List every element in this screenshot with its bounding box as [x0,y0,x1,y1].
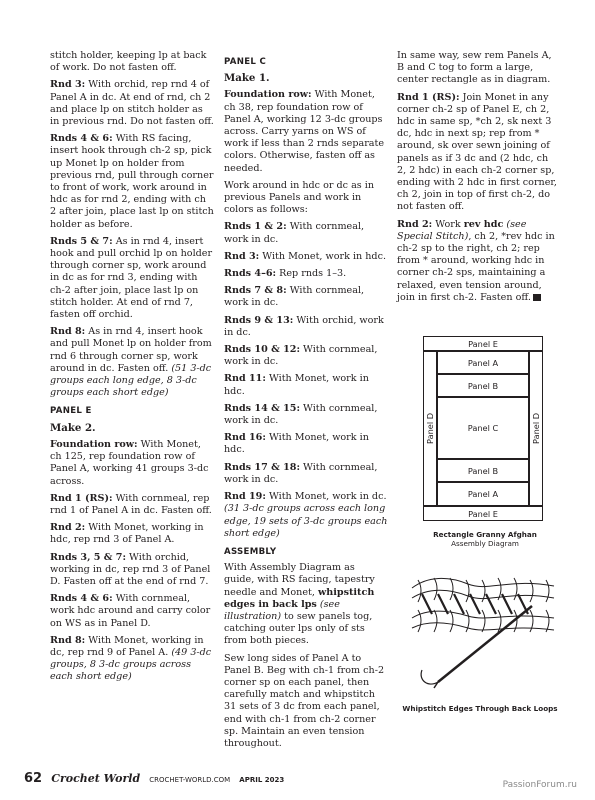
round-label: Foundation row: [50,438,138,450]
round-label: Rnd 2: [50,522,86,534]
round-label: Rnd 11: [224,373,266,385]
instruction-text: With Monet, working in dc, rep rnd 9 of Panel A. [50,634,204,658]
text-column-3 [397,50,557,309]
round-label: Rnds 5 & 7: [50,235,113,247]
panel-d-left: Panel D [423,351,437,506]
panel-d-right: Panel D [529,351,543,506]
round-label: Rnds 9 & 13: [224,314,294,326]
instruction-paragraph [50,522,215,546]
page-footer [24,767,284,786]
note-text: (31 3-dc groups across each long edge, 19 sets of 3-dc groups each short edge) [224,503,388,539]
round-label: Rnds 4 & 6: [50,593,113,605]
instruction-paragraph [224,285,388,309]
section-heading: ASSEMBLY [224,546,277,557]
instruction-text: With Monet, work in hdc. [224,373,369,397]
instruction-paragraph [50,50,215,74]
round-label: Rnd 2: [397,218,433,230]
instruction-text: With Monet, work in dc. [265,491,387,503]
instruction-paragraph [224,315,388,339]
round-label: Rnds 1 & 2: [224,221,287,233]
instruction-paragraph [50,439,215,488]
instruction-text: With cornmeal, rep rnd 1 of Panel A in dc. Fasten off. [50,492,212,516]
round-label: Rnds 7 & 8: [224,285,287,297]
issue-date: APRIL 2023 [239,776,285,784]
panel-b-bottom: Panel B [437,459,529,482]
instruction-text: Join Monet in any corner ch-2 sp of Panel E, ch 2, hdc in same sp, *ch 2, sk next 3 dc, hdc in next sp; rep from * around, sk over sewn joining of panels as if 3 dc and (2 hdc, ch 2, 2 hdc) in each ch-2 corner sp, ending with 2 hdc in first corner, ch 2, join in top of first ch-2, do not fasten off. [397,91,557,213]
instruction-paragraph [224,653,388,751]
note-text: (49 3-dc groups, 8 3-dc groups across each short edge) [50,646,212,683]
magazine-name: Crochet World [51,772,141,785]
instruction-text: Work around in hdc or dc as in previous Panels and work in colors as follows: [224,179,375,216]
instruction-paragraph [50,593,215,630]
instruction-paragraph [397,92,557,214]
round-label: Rnd 3: [224,250,260,262]
instruction-paragraph [224,89,388,174]
instruction-paragraph [50,236,215,321]
whipstitch-illustration [408,570,558,695]
instruction-text: Work [432,218,464,230]
note-text: (see Special Stitch) [397,218,527,242]
emphasis-text: rev hdc [463,218,504,230]
round-label: Rnds 4–6: [224,268,277,280]
round-label: Rnd 19: [224,491,266,503]
instruction-text: With Monet, working in hdc, rep rnd 3 of Panel A. [50,522,204,546]
instruction-text: With cornmeal, work in dc. [224,461,378,485]
instruction-paragraph [397,50,557,87]
instruction-text: With cornmeal, work in dc. [224,221,365,245]
section-heading: PANEL C [224,57,267,67]
instruction-text: As in rnd 4, insert hook and pull Monet lp on holder from rnd 6 through corner sp, work around in dc. Fasten off. [50,326,212,374]
instruction-text: With Monet, ch 125, rep foundation row of Panel A, working 41 groups 3-dc across. [50,438,209,487]
instruction-text: to sew panels tog, catching outer lps only of sts from both pieces. [224,610,373,647]
instruction-text: , ch 2, *rev hdc in ch-2 sp to the right, ch 2; rep from * around, working hdc in corner ch-2 sps, maintaining a relaxed, even tension around, join in first ch-2. Fasten off. [397,230,555,303]
instruction-text: With Monet, ch 38, rep foundation row of Panel A, working 12 3-dc groups across. Carry yarns on WS of work if less than 2 rnds separate colors. Otherwise, fasten off as needed. [224,89,385,174]
instruction-text: With cornmeal, work in dc. [224,285,365,309]
end-mark-icon [533,294,541,301]
instruction-paragraph [224,221,388,245]
instruction-text: As in rnd 4, insert hook and pull orchid lp on holder through corner sp, work around in dc as for rnd 3, ending with ch-2 after join, place last lp on stitch holder. At end of rnd 7, fasten off orchid. [50,235,213,321]
instruction-text: With cornmeal, work hdc around and carry color on WS as in Panel D. [50,593,211,629]
instruction-paragraph [50,552,215,589]
panel-a-top: Panel A [437,351,529,374]
instruction-paragraph [224,180,388,217]
round-label: Rnd 16: [224,432,266,444]
round-label: Rnds 10 & 12: [224,344,300,356]
instruction-text: With RS facing, insert hook through ch-2 sp, pick up Monet lp on holder from previous rnd, pull through corner to front of work, work around in hdc as for rnd 2, ending with ch 2 after join, place last lp on stitch holder as before. [50,133,214,230]
note-text: (see illustration) [224,598,340,622]
instruction-text: With Monet, work in hdc. [259,250,386,262]
watermark: PassionForum.ru [502,780,577,790]
instruction-paragraph [50,326,215,399]
instruction-text: Sew long sides of Panel A to Panel B. Beg with ch-1 from ch-2 corner sp on each panel, then carefully match and whipstitch 31 sets of 3 dc from each panel, end with ch-1 from ch-2 corner sp. Maintain an even tension throughout. [224,652,385,749]
round-label: Rnds 17 & 18: [224,461,300,473]
diagram-caption [405,530,565,548]
text-column-1 [50,50,215,689]
round-label: Rnds 3, 5 & 7: [50,551,126,563]
page-number: 62 [24,771,43,786]
panel-a-bottom: Panel A [437,482,529,506]
instruction-paragraph [224,491,388,540]
instruction-text: With Monet, work in hdc. [224,432,369,456]
text-column-2 [224,50,388,755]
note-text: (51 3-dc groups each long edge, 8 3-dc groups each short edge) [50,362,212,399]
diagram-title: Rectangle Granny Afghan [433,530,537,539]
instruction-text: With orchid, work in dc. [224,314,384,338]
instruction-paragraph [224,373,388,397]
instruction-text: stitch holder, keeping lp at back of work. Do not fasten off. [50,50,207,74]
instruction-paragraph [224,562,388,647]
round-label: Rnd 8: [50,634,86,646]
make-count: Make 2. [50,421,96,434]
emphasis-text: whipstitch edges in back lps [224,586,375,610]
instruction-text: With cornmeal, work in dc. [224,344,378,368]
round-label: Foundation row: [224,89,312,101]
instruction-paragraph [397,219,557,304]
assembly-diagram [413,336,563,521]
instruction-paragraph [224,462,388,486]
instruction-paragraph [224,251,388,263]
instruction-paragraph [224,268,388,280]
panel-e-top: Panel E [423,336,543,351]
round-label: Rnd 3: [50,79,86,91]
instruction-text: With cornmeal, work in dc. [224,402,378,427]
instruction-text: With orchid, working in dc, rep rnd 3 of Panel D. Fasten off at the end of rnd 7. [50,551,211,587]
round-label: Rnds 14 & 15: [224,402,300,414]
round-label: Rnds 4 & 6: [50,133,113,145]
diagram-subtitle: Assembly Diagram [451,539,519,548]
round-label: Rnd 8: [50,326,86,338]
instruction-text: With orchid, rep rnd 4 of Panel A in dc. At end of rnd, ch 2 and place lp on stitch holder as in previous rnd. Do not fasten off. [50,79,214,128]
make-count: Make 1. [224,72,270,85]
instruction-paragraph [50,493,215,517]
instruction-paragraph [224,432,388,456]
panel-c: Panel C [437,397,529,459]
panel-e-bottom: Panel E [423,506,543,521]
instruction-text: In same way, sew rem Panels A, B and C tog to form a large, center rectangle as in diagram. [397,50,552,86]
instruction-paragraph [50,635,215,684]
round-label: Rnd 1 (RS): [50,492,113,504]
section-heading: PANEL E [50,406,92,417]
instruction-text: Rep rnds 1–3. [276,268,347,280]
instruction-paragraph [50,79,215,128]
illustration-caption: Whipstitch Edges Through Back Loops [402,704,558,713]
instruction-text: With Assembly Diagram as guide, with RS facing, tapestry needle and Monet, [224,562,375,598]
instruction-paragraph [224,344,388,368]
round-label: Rnd 1 (RS): [397,91,460,103]
instruction-paragraph [224,403,388,427]
website: CROCHET-WORLD.COM [149,776,231,784]
panel-b-top: Panel B [437,374,529,397]
instruction-paragraph [50,133,215,231]
